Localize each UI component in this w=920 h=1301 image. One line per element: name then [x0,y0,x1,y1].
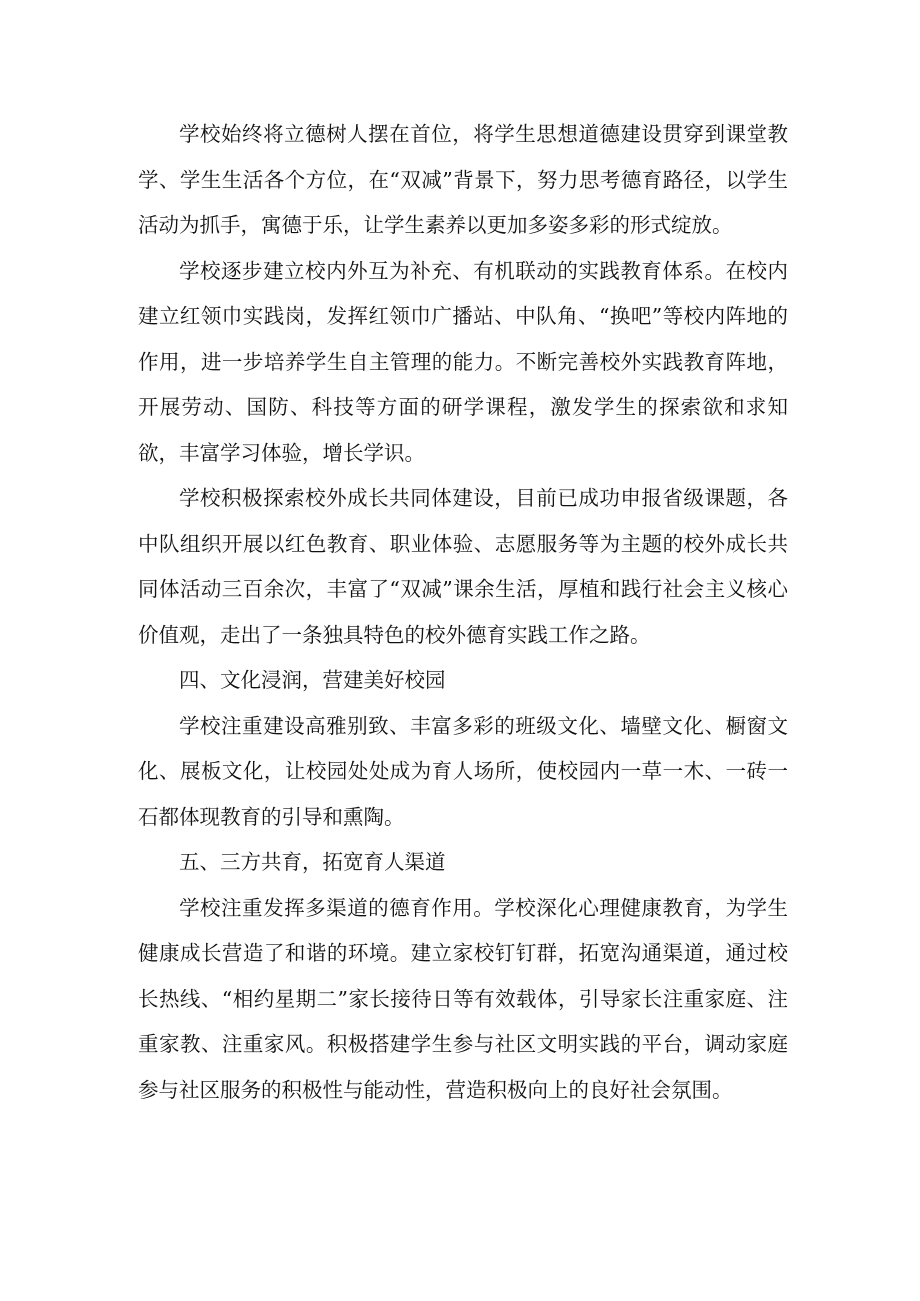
section-heading-culture: 四、文化浸润，营建美好校园 [179,668,446,692]
paragraph-multi-channel: 学校注重发挥多渠道的德育作用。学校深化心理健康教育，为学生健康成长营造了和谐的环境。建立家校钉钉群，拓宽沟通渠道，通过校长热线、“相约星期二”家长接待日等有效载体，引导家长注重家庭、注重家教、注重家风。积极搭建学生参与社区文明实践的平台，调动家庭参与社区服务的积极性与能动性，营造积极向上的良好社会氛围。 [138,895,788,1102]
paragraph-moral-education: 学校始终将立德树人摆在首位，将学生思想道德建设贯穿到课堂教学、学生生活各个方位，在“双减”背景下，努力思考德育路径，以学生活动为抓手，寓德于乐，让学生素养以更加多姿多彩的形式绽放。 [138,122,788,237]
paragraph-practice-system: 学校逐步建立校内外互为补充、有机联动的实践教育体系。在校内建立红领巾实践岗，发挥红领巾广播站、中队角、“换吧”等校内阵地的作用，进一步培养学生自主管理的能力。不断完善校外实践教育阵地，开展劳动、国防、科技等方面的研学课程，激发学生的探索欲和求知欲，丰富学习体验，增长学识。 [138,258,788,465]
paragraph-campus-culture: 学校注重建设高雅别致、丰富多彩的班级文化、墙壁文化、橱窗文化、展板文化，让校园处处成为育人场所，使校园内一草一木、一砖一石都体现教育的引导和熏陶。 [138,713,788,829]
document-body [138,112,788,1113]
section-heading-co-education: 五、三方共育，拓宽育人渠道 [179,850,446,874]
paragraph-growth-community: 学校积极探索校外成长共同体建设，目前已成功申报省级课题，各中队组织开展以红色教育、职业体验、志愿服务等为主题的校外成长共同体活动三百余次，丰富了“双减”课余生活，厚植和践行社会主义核心价值观，走出了一条独具特色的校外德育实践工作之路。 [138,486,788,647]
